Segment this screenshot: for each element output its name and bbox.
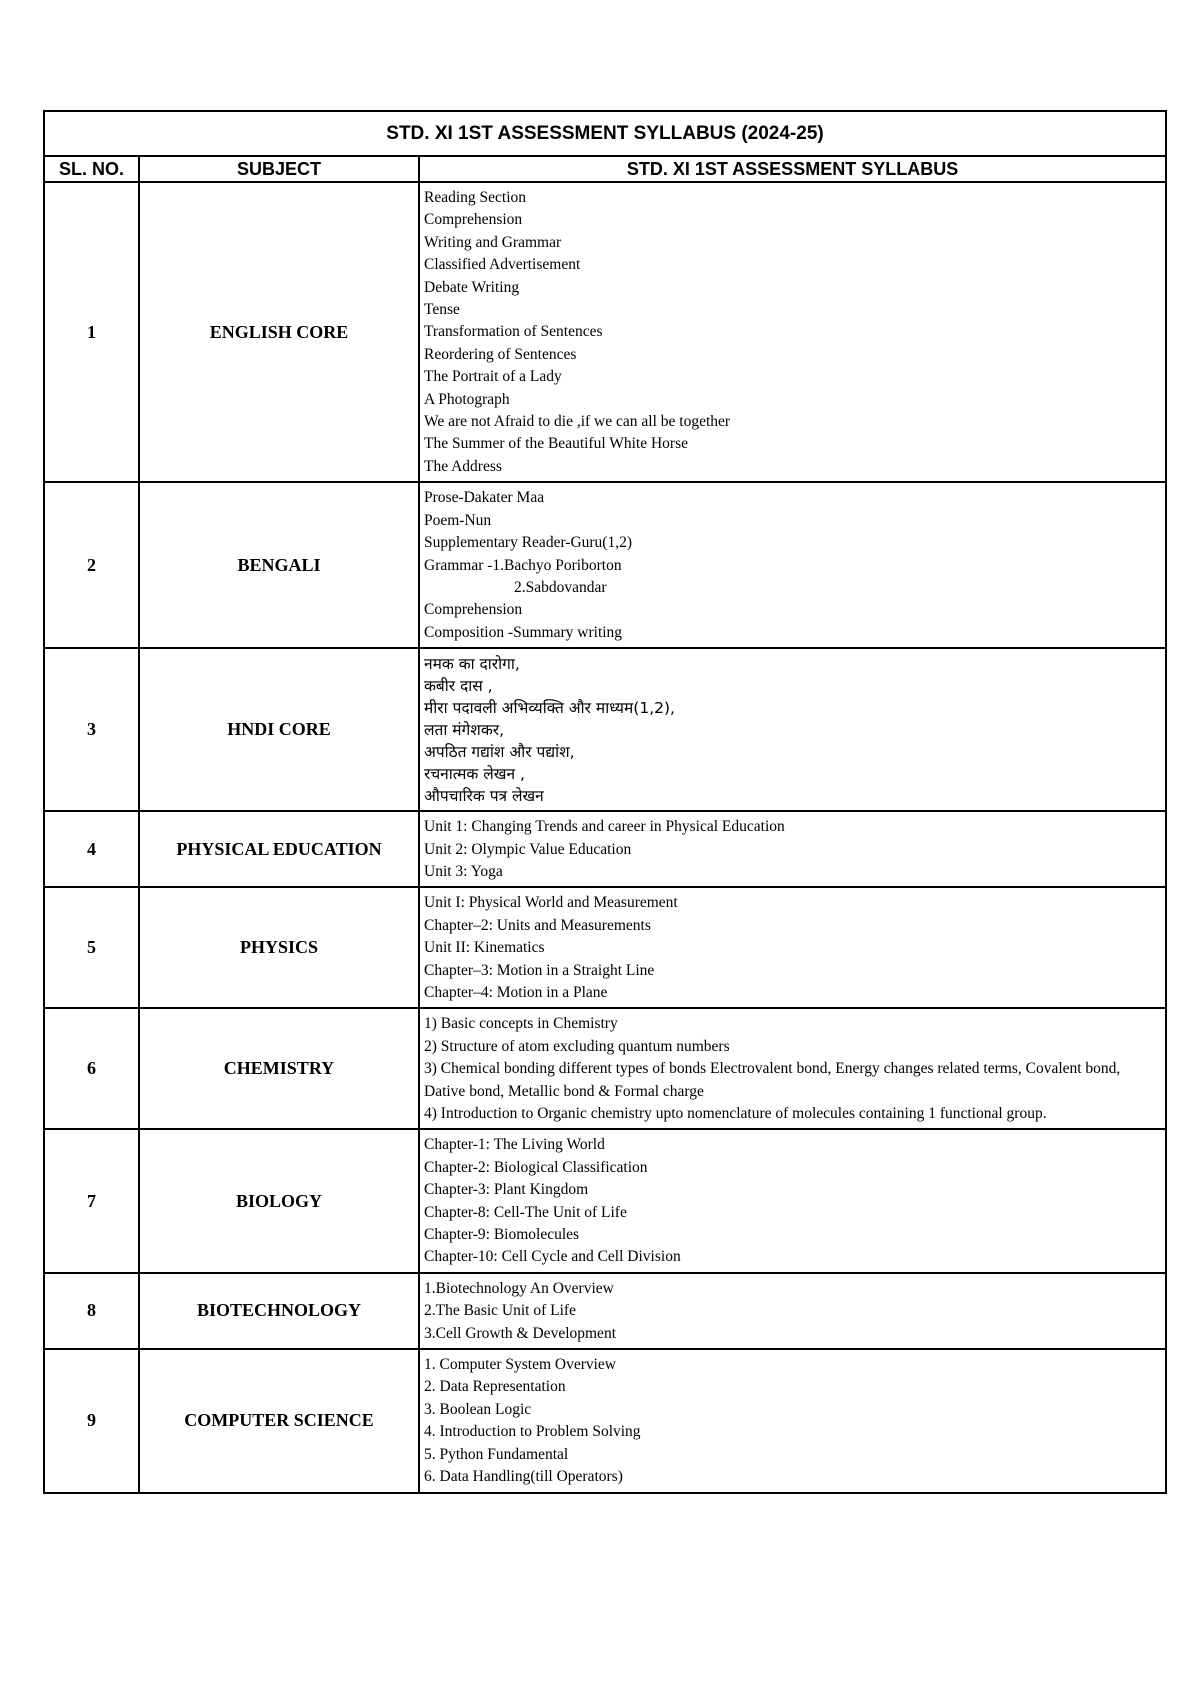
topic-item: Writing and Grammar bbox=[424, 233, 562, 251]
topic-item: Chapter-8: Cell-The Unit of Life bbox=[424, 1203, 627, 1221]
topic-item: Prose-Dakater Maa bbox=[424, 489, 545, 507]
serial-number: 5 bbox=[44, 887, 139, 1008]
serial-number: 9 bbox=[44, 1349, 139, 1492]
topic-item: Grammar -1.Bachyo Poriborton bbox=[424, 556, 622, 574]
table-row bbox=[44, 1349, 1166, 1492]
topic-item: Chapter-9: Biomolecules bbox=[424, 1226, 580, 1244]
topic-item: The Summer of the Beautiful White Horse bbox=[424, 435, 689, 453]
column-header-sl-no: SL. NO. bbox=[44, 156, 139, 182]
topic-item: Chapter-10: Cell Cycle and Cell Division bbox=[424, 1248, 681, 1266]
topic-item: A Photograph bbox=[424, 390, 510, 408]
serial-number: 3 bbox=[44, 648, 139, 811]
topic-item: 6. Data Handling(till Operators) bbox=[424, 1468, 623, 1486]
topics-list bbox=[419, 1129, 1166, 1272]
topic-item: 2.The Basic Unit of Life bbox=[424, 1302, 576, 1320]
topics-list bbox=[419, 887, 1166, 1008]
syllabus-table bbox=[43, 110, 1167, 1494]
subject-name: BIOTECHNOLOGY bbox=[139, 1273, 419, 1349]
topics-list bbox=[419, 482, 1166, 648]
topic-item: 3. Boolean Logic bbox=[424, 1400, 532, 1418]
subject-name: BIOLOGY bbox=[139, 1129, 419, 1272]
topic-item: औपचारिक पत्र लेखन bbox=[424, 787, 544, 806]
topic-item: 4) Introduction to Organic chemistry upto nomenclature of molecules containing 1 functional group. bbox=[424, 1105, 1047, 1122]
subject-name: HNDI CORE bbox=[139, 648, 419, 811]
topic-item: Reordering of Sentences bbox=[424, 345, 577, 363]
topic-item: Unit 3: Yoga bbox=[424, 862, 503, 880]
topic-item: 2.Sabdovandar bbox=[514, 578, 607, 596]
topic-item: Chapter–4: Motion in a Plane bbox=[424, 983, 608, 1001]
table-row bbox=[44, 811, 1166, 887]
serial-number: 7 bbox=[44, 1129, 139, 1272]
topic-item: Debate Writing bbox=[424, 278, 520, 296]
topic-item: The Address bbox=[424, 457, 502, 475]
topic-item: Unit 1: Changing Trends and career in Physical Education bbox=[424, 818, 785, 836]
topics-list bbox=[419, 1273, 1166, 1349]
topic-item: Classified Advertisement bbox=[424, 256, 581, 274]
topic-item: 2) Structure of atom excluding quantum numbers bbox=[424, 1037, 730, 1055]
topics-list bbox=[419, 182, 1166, 482]
topics-list bbox=[419, 1349, 1166, 1492]
column-header-subject: SUBJECT bbox=[139, 156, 419, 182]
column-header-syllabus: STD. XI 1ST ASSESSMENT SYLLABUS bbox=[419, 156, 1166, 182]
topic-item: 1) Basic concepts in Chemistry bbox=[424, 1015, 618, 1033]
subject-name: ENGLISH CORE bbox=[139, 182, 419, 482]
serial-number: 1 bbox=[44, 182, 139, 482]
topics-list bbox=[419, 1008, 1166, 1129]
topic-item: नमक का दारोगा, bbox=[424, 655, 520, 674]
topic-item: 1. Computer System Overview bbox=[424, 1356, 617, 1374]
topic-item: Reading Section bbox=[424, 189, 527, 206]
title-row bbox=[44, 111, 1166, 156]
topic-item: Transformation of Sentences bbox=[424, 323, 603, 341]
topic-item: Chapter-3: Plant Kingdom bbox=[424, 1181, 589, 1199]
topic-item: Unit II: Kinematics bbox=[424, 939, 545, 957]
table-title: STD. XI 1ST ASSESSMENT SYLLABUS (2024-25) bbox=[44, 111, 1166, 156]
serial-number: 4 bbox=[44, 811, 139, 887]
topic-item: Chapter-1: The Living World bbox=[424, 1136, 605, 1154]
topic-item: Poem-Nun bbox=[424, 511, 492, 529]
subject-name: BENGALI bbox=[139, 482, 419, 648]
topic-item: 2. Data Representation bbox=[424, 1378, 566, 1396]
topic-item: अपठित गद्यांश और पद्यांश, bbox=[424, 743, 575, 762]
topics-list bbox=[419, 811, 1166, 887]
topic-item: लता मंगेशकर, bbox=[424, 721, 504, 740]
topic-item: Comprehension bbox=[424, 601, 523, 619]
topic-item: We are not Afraid to die ,if we can all be together bbox=[424, 413, 731, 431]
table-row bbox=[44, 182, 1166, 482]
topic-item: कबीर दास , bbox=[424, 677, 493, 696]
header-row bbox=[44, 156, 1166, 182]
topic-item: रचनात्मक लेखन , bbox=[424, 765, 525, 784]
topic-item: 4. Introduction to Problem Solving bbox=[424, 1423, 641, 1441]
topic-item: Unit 2: Olympic Value Education bbox=[424, 840, 632, 858]
serial-number: 8 bbox=[44, 1273, 139, 1349]
topic-item: 5. Python Fundamental bbox=[424, 1445, 569, 1463]
serial-number: 2 bbox=[44, 482, 139, 648]
subject-name: COMPUTER SCIENCE bbox=[139, 1349, 419, 1492]
subject-name: CHEMISTRY bbox=[139, 1008, 419, 1129]
topic-item: मीरा पदावली अभिव्यक्ति और माध्यम(1,2), bbox=[424, 699, 675, 718]
subject-name: PHYSICS bbox=[139, 887, 419, 1008]
topic-item: 3) Chemical bonding different types of bonds Electrovalent bond, Energy changes related terms, Covalent bond, Dative bond, Metallic bond & Formal charge bbox=[424, 1060, 1121, 1100]
topic-item: Chapter-2: Biological Classification bbox=[424, 1158, 648, 1176]
serial-number: 6 bbox=[44, 1008, 139, 1129]
topic-item: The Portrait of a Lady bbox=[424, 368, 562, 386]
subject-name: PHYSICAL EDUCATION bbox=[139, 811, 419, 887]
topic-item: 3.Cell Growth & Development bbox=[424, 1324, 616, 1342]
table-row bbox=[44, 1273, 1166, 1349]
table-row bbox=[44, 1129, 1166, 1272]
topic-item: Tense bbox=[424, 301, 460, 319]
topic-item: Supplementary Reader-Guru(1,2) bbox=[424, 534, 633, 552]
topic-item: 1.Biotechnology An Overview bbox=[424, 1279, 614, 1297]
topic-item: Composition -Summary writing bbox=[424, 623, 623, 641]
table-row bbox=[44, 482, 1166, 648]
topic-item: Unit I: Physical World and Measurement bbox=[424, 894, 678, 912]
table-row bbox=[44, 1008, 1166, 1129]
topic-item: Chapter–3: Motion in a Straight Line bbox=[424, 961, 655, 979]
table-row bbox=[44, 648, 1166, 811]
topic-item: Chapter–2: Units and Measurements bbox=[424, 916, 651, 934]
topics-list bbox=[419, 648, 1166, 811]
topic-item: Comprehension bbox=[424, 211, 523, 229]
table-row bbox=[44, 887, 1166, 1008]
